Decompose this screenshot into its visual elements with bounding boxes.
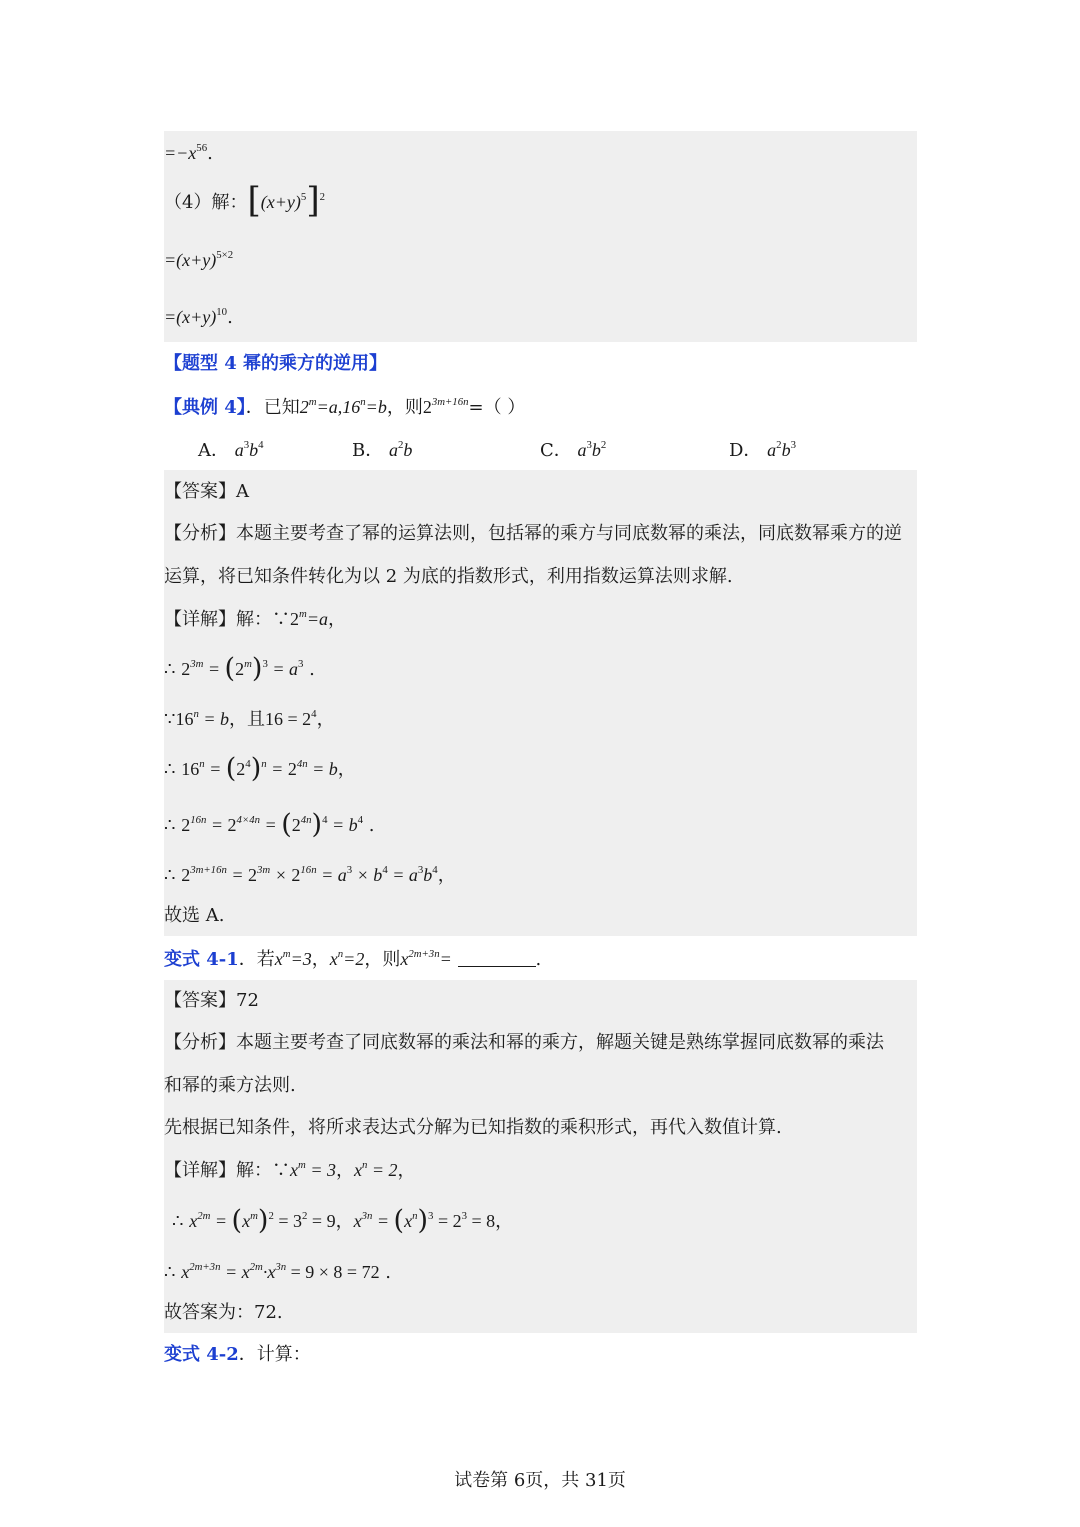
math-var: a	[388, 440, 398, 460]
variant-4-1-detail-line-1: 【详解】解：$\because x^m = 3$，$x^n = 2$，	[164, 1158, 416, 1181]
math-var: x	[329, 949, 338, 969]
connector-text: ，且	[229, 709, 266, 730]
math-expression: =(x+y)	[164, 250, 217, 270]
math-expression: =	[439, 949, 452, 969]
because-symbol: ∵	[164, 709, 176, 730]
exponent: 2	[776, 438, 782, 451]
variant-4-2-question	[164, 1346, 311, 1364]
option-key: D．	[729, 440, 762, 461]
punctuation: .	[535, 949, 542, 970]
punctuation: .	[227, 307, 233, 328]
therefore-symbol: ∴	[164, 865, 176, 886]
math-var: x	[400, 949, 409, 969]
question-text: ．已知	[245, 397, 300, 418]
variant-label: 变式 4-2	[164, 1344, 239, 1365]
math-expression: =(x+y)	[164, 307, 217, 327]
math-var: x	[274, 949, 283, 969]
math-var: a	[234, 440, 244, 460]
example-4-detail-line-5: ∴ $2^{16n} = 2^{4\times 4n} = (2^{4n})^4 = b^4$ .	[164, 809, 375, 841]
example-4-detail-line-2: ∴ $2^{3m} = (2^m)^3 = a^3$ .	[164, 653, 315, 685]
math-var: b	[403, 440, 413, 460]
exponent: 5	[300, 190, 307, 203]
exponent: 5×2	[216, 248, 234, 261]
option-key: B．	[352, 440, 384, 461]
prev-solution-line-1	[164, 141, 213, 164]
prev-solution-line-2: （4）解：$[(x+y)^5]^2$	[164, 181, 326, 222]
example-4-analysis-line-1: 【分析】本题主要考查了幂的运算法则，包括幂的乘方与同底数幂的乘法，同底数幂乘方的逆	[164, 523, 902, 544]
exponent: 56	[196, 141, 208, 154]
variant-4-1-analysis-line-3: 先根据已知条件，将所求表达式分解为已知指数的乘积形式，再代入数值计算.	[164, 1117, 782, 1138]
option-key: C．	[540, 440, 572, 461]
variant-label: 变式 4-1	[164, 949, 239, 970]
exponent: 3	[586, 438, 592, 451]
exponent: n	[337, 947, 344, 960]
therefore-symbol: ∴	[164, 815, 176, 836]
math-expression: =2	[343, 949, 365, 969]
math-expression: (x+y)	[260, 192, 301, 212]
exponent: 2	[397, 438, 404, 451]
prev-solution-line-4	[164, 305, 233, 328]
option-key: A．	[198, 440, 229, 461]
example-4-detail-line-3: $\because 16^n = b$，且$16 = 2^4$，	[164, 707, 335, 730]
variant-4-1-analysis-line-2: 和幂的乘方法则.	[164, 1075, 296, 1096]
section-heading: 【题型 4 幂的乘方的逆用】	[164, 353, 388, 374]
example-4-analysis-line-2: 运算，将已知条件转化为以 2 为底的指数形式，利用指数运算法则求解.	[164, 566, 733, 587]
exponent: 3m+16n	[431, 395, 469, 408]
math-expression: =a,16	[316, 397, 361, 417]
example-4-conclusion: 故选 A.	[164, 905, 225, 926]
variant-4-1-detail-line-3: ∴ $x^{2m+3n} = x^{2m}\cdot x^{3n} = 9 \times 8 = 72$ .	[164, 1260, 392, 1283]
page-footer: 试卷第 6页，共 31页	[454, 1470, 626, 1491]
math-expression: 2	[299, 397, 309, 417]
prev-solution-line-3	[164, 248, 234, 270]
exponent: 4	[258, 438, 264, 451]
math-var: a	[767, 440, 777, 460]
exponent: 2	[319, 190, 326, 203]
variant-4-1-answer: 【答案】72	[164, 990, 259, 1011]
therefore-symbol: ∴	[164, 659, 176, 680]
answer-brackets: =（ ）	[468, 397, 526, 418]
variant-4-1-conclusion: 故答案为：72.	[164, 1302, 283, 1323]
exponent: n	[360, 395, 366, 408]
option-b[interactable]	[352, 438, 413, 461]
example-label: 【典例 4】	[164, 397, 246, 418]
math-var: a	[577, 440, 587, 460]
exponent: 2m+3n	[408, 947, 440, 960]
option-a[interactable]	[198, 438, 264, 461]
variant-4-1-detail-line-2: ∴ $x^{2m} = (x^m)^2 = 3^2 = 9$，$x^{3n} = (x^n)^3 = 2^3 = 8$，	[172, 1205, 514, 1237]
math-expression: =−x	[164, 143, 197, 163]
exponent: m	[282, 947, 291, 960]
exponent: 10	[216, 305, 228, 318]
math-expression: =b	[365, 397, 387, 417]
solution-prefix: （4）解：	[164, 192, 248, 213]
detail-prefix: 【详解】解：∵	[164, 1160, 290, 1181]
option-c[interactable]	[540, 438, 607, 461]
example-4-detail-line-4: ∴ $16^n = (2^4)^n = 2^{4n} = b$，	[164, 753, 356, 785]
example-4-detail-line-6: ∴ $2^{3m+16n} = 2^{3m} \times 2^{16n} = a^3 \times b^4 = a^3b^4$，	[164, 863, 456, 886]
math-var: b	[249, 440, 259, 460]
question-text: ．计算：	[238, 1344, 311, 1365]
answer-blank[interactable]	[458, 950, 536, 967]
exponent: 3	[790, 438, 796, 451]
math-var: b	[781, 440, 791, 460]
exponent: 2	[600, 438, 607, 451]
example-4-answer: 【答案】A	[164, 481, 249, 502]
variant-4-1-analysis-line-1: 【分析】本题主要考查了同底数幂的乘法和幂的乘方，解题关键是熟练掌握同底数幂的乘法	[164, 1032, 884, 1053]
example-4-detail-line-1: 【详解】解：$\because 2^m=a$，	[164, 607, 346, 630]
question-text: ，则	[386, 397, 423, 418]
punctuation: ，	[311, 949, 330, 970]
detail-prefix: 【详解】解：∵	[164, 609, 290, 630]
math-expression: 2	[422, 397, 432, 417]
exponent: m	[308, 395, 317, 408]
question-text: ．若	[238, 949, 275, 970]
question-text: ，则	[364, 949, 401, 970]
punctuation: .	[207, 143, 213, 164]
exponent: 3	[243, 438, 250, 451]
math-expression: =3	[290, 949, 312, 969]
option-d[interactable]	[729, 438, 796, 461]
example-4-question	[164, 395, 526, 418]
variant-4-1-question	[164, 947, 542, 970]
solution-block-continued	[164, 131, 917, 342]
math-var: b	[591, 440, 601, 460]
therefore-symbol: ∴	[164, 759, 182, 780]
